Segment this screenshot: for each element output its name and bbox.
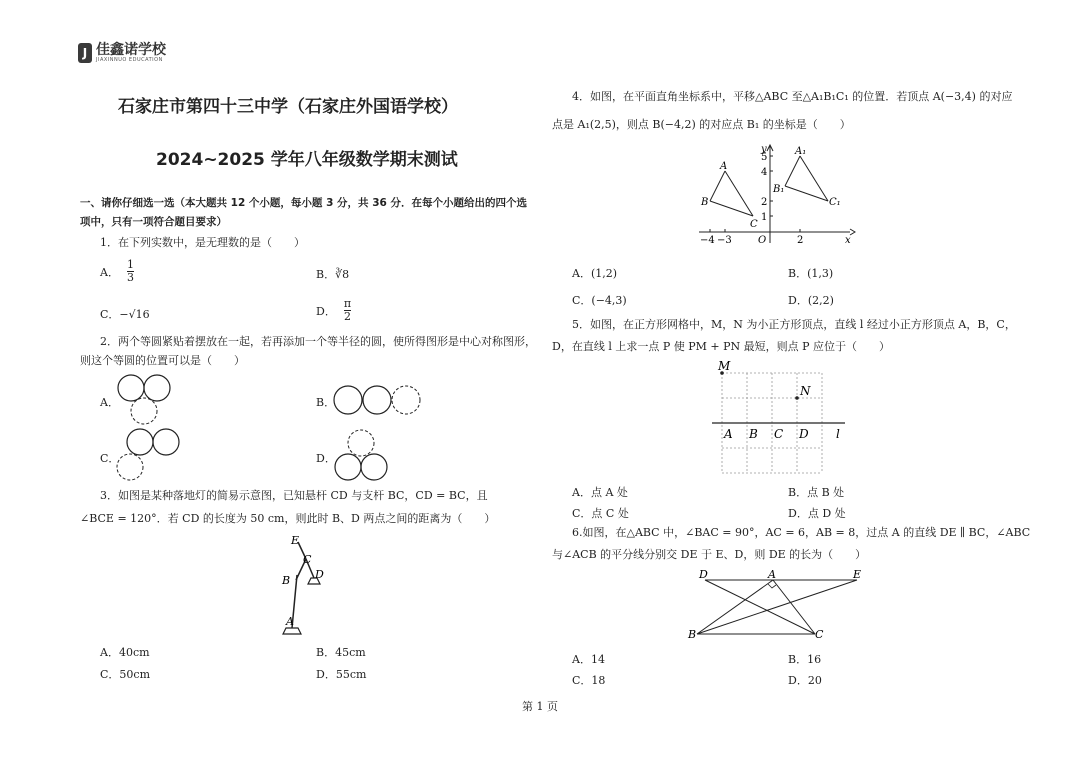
q6-stem-line1: 6.如图，在△ABC 中，∠BAC = 90°，AC = 6，AB = 8，过点 A 的直线 DE ∥ BC，∠ABC	[572, 526, 1031, 539]
lamp-base-icon	[283, 628, 301, 634]
q1-option-a	[100, 259, 134, 284]
q2-option-c-label: C．	[100, 452, 120, 465]
q4-option-d: D．(2,2)	[788, 294, 834, 307]
q2-stem-line2: 则这个等圆的位置可以是（ ）	[80, 354, 245, 367]
circle-icon	[363, 386, 391, 414]
x-axis-arrow-icon	[850, 229, 855, 235]
fig-label-A: A	[768, 568, 776, 581]
fig-label-B: B	[749, 427, 758, 441]
q4-stem-line2: 点是 A₁(2,5)，则点 B(−4,2) 的对应点 B₁ 的坐标是（ ）	[552, 118, 851, 131]
q2-figure-d	[333, 428, 393, 484]
fig-label-D: D	[699, 568, 708, 581]
q1-option-c	[100, 306, 150, 322]
q3-stem-line2: ∠BCE = 120°．若 CD 的长度为 50 cm，则此时 B、D 两点之间的距离为（ ）	[80, 512, 496, 525]
q1-option-d-fraction	[344, 298, 351, 323]
q4-stem-line1: 4．如图，在平面直角坐标系中，平移△ABC 至△A₁B₁C₁ 的位置．若顶点 A(−3,4) 的对应	[572, 90, 1013, 103]
fig-label-N: N	[800, 384, 811, 398]
q2-option-d-label: D．	[316, 452, 336, 465]
q6-stem-line2: 与∠ACB 的平分线分别交 DE 于 E、D，则 DE 的长为（ ）	[552, 548, 867, 561]
q2-option-b-label: B．	[316, 396, 336, 409]
q6-triangle-figure	[685, 566, 870, 646]
fig-label-B: B	[701, 197, 709, 208]
exam-title: 2024~2025 学年八年级数学期末测试	[156, 150, 458, 170]
fig-label-O: O	[758, 235, 767, 246]
fig-label-A: A	[724, 427, 733, 441]
q5-grid-figure	[710, 358, 850, 478]
right-angle-icon	[768, 584, 776, 588]
q5-option-a: A．点 A 处	[572, 486, 628, 499]
q2-figure-b	[333, 384, 425, 416]
page-number: 第 1 页	[522, 700, 558, 713]
circle-icon	[118, 375, 144, 401]
school-logo	[78, 43, 166, 63]
q1-option-c-label: C．	[100, 308, 120, 321]
q5-stem-line1: 5．如图，在正方形网格中，M，N 为小正方形顶点，直线 l 经过小正方形顶点 A，B，C，	[572, 318, 1016, 331]
q4-option-a: A．(1,2)	[572, 267, 618, 280]
q6-option-b: B．16	[788, 653, 822, 666]
logo-subtitle: JIAXINNUO EDUCATION	[96, 57, 163, 63]
tick-label-x2: 2	[797, 235, 804, 246]
tick-label-y2: 2	[761, 197, 768, 208]
section-heading-line1: 一、请你仔细选一选（本大题共 12 个小题，每小题 3 分，共 36 分．在每个小题给出的四个选	[80, 197, 527, 209]
circle-icon	[361, 454, 387, 480]
tick-label-y4: 4	[761, 167, 768, 178]
q5-stem-line2: D，在直线 l 上求一点 P 使 PM + PN 最短，则点 P 应位于（ ）	[552, 340, 891, 353]
fig-label-C: C	[303, 553, 312, 566]
q3-option-b: B．45cm	[316, 646, 366, 659]
fig-label-x: x	[845, 235, 851, 246]
q6-option-d: D．20	[788, 674, 822, 687]
circle-icon	[153, 429, 179, 455]
q3-lamp-figure	[270, 530, 340, 640]
fig-label-D: D	[315, 568, 324, 581]
circle-icon	[127, 429, 153, 455]
q1-option-b-value: ∛8	[335, 268, 350, 281]
dashed-circle-icon	[348, 430, 374, 456]
tick-label-x-neg3: −3	[717, 235, 732, 246]
q1-option-d	[316, 298, 351, 323]
q3-option-c: C．50cm	[100, 668, 151, 681]
tick-label-x-neg4: −4	[700, 235, 715, 246]
q2-option-a-label: A．	[100, 396, 119, 409]
school-title: 石家庄市第四十三中学（石家庄外国语学校）	[118, 97, 458, 117]
q1-option-b-label: B．	[316, 268, 336, 281]
q2-stem-line1: 2．两个等圆紧贴着摆放在一起，若再添加一个等半径的圆，使所得图形是中心对称图形，	[100, 335, 536, 348]
q4-option-c: C．(−4,3)	[572, 294, 627, 307]
fig-label-E: E	[853, 568, 862, 581]
q6-option-a: A．14	[572, 653, 605, 666]
q3-stem-line1: 3．如图是某种落地灯的简易示意图，已知悬杆 CD 与支杆 BC，CD = BC，且	[100, 489, 488, 502]
q2-figure-c	[114, 427, 184, 483]
q4-coordinate-figure	[695, 143, 860, 248]
q1-option-c-value: −√16	[119, 308, 150, 321]
q3-option-d: D．55cm	[316, 668, 367, 681]
fig-label-C: C	[774, 427, 784, 441]
dashed-circle-icon	[392, 386, 420, 414]
point-N-icon	[795, 396, 799, 400]
fig-label-A1: A₁	[795, 146, 807, 157]
q1-stem: 1．在下列实数中，是无理数的是（ ）	[100, 236, 305, 249]
q1-d-denominator: 2	[343, 310, 351, 323]
fig-label-C: C	[750, 219, 758, 230]
fig-label-B1: B₁	[773, 184, 785, 195]
fig-label-M: M	[718, 359, 731, 373]
q4-option-b: B．(1,3)	[788, 267, 834, 280]
logo-mark: J	[78, 43, 92, 63]
tick-label-y5: 5	[761, 152, 768, 163]
q1-option-d-label: D．	[316, 304, 336, 318]
dashed-circle-icon	[117, 454, 143, 480]
fig-label-B: B	[282, 574, 291, 587]
fig-label-D: D	[799, 427, 809, 441]
q3-option-a: A．40cm	[100, 646, 150, 659]
fig-label-A: A	[286, 615, 294, 628]
q1-a-numerator: 1	[126, 258, 134, 271]
fig-label-C1: C₁	[829, 197, 841, 208]
tick-label-y1: 1	[761, 212, 768, 223]
fig-label-C: C	[815, 628, 824, 641]
section-heading-line2: 项中，只有一项符合题目要求）	[80, 216, 227, 228]
fig-label-y: y	[761, 144, 767, 155]
q2-figure-a	[114, 373, 176, 429]
circle-icon	[335, 454, 361, 480]
fig-label-B: B	[688, 628, 697, 641]
q1-option-a-fraction	[127, 259, 134, 284]
q5-option-d: D．点 D 处	[788, 507, 846, 520]
circle-icon	[334, 386, 362, 414]
q6-option-c: C．18	[572, 674, 606, 687]
q1-d-numerator: π	[343, 297, 352, 310]
dashed-circle-icon	[131, 398, 157, 424]
fig-label-A: A	[720, 161, 728, 172]
q5-option-b: B．点 B 处	[788, 486, 845, 499]
q5-option-c: C．点 C 处	[572, 507, 629, 520]
fig-label-E: E	[291, 534, 300, 547]
q1-option-a-label: A．	[100, 265, 119, 279]
fig-label-l: l	[836, 427, 840, 441]
q1-option-b	[316, 266, 349, 282]
circle-icon	[144, 375, 170, 401]
logo-name: 佳鑫诺学校	[96, 42, 166, 58]
q1-a-denominator: 3	[126, 271, 134, 284]
